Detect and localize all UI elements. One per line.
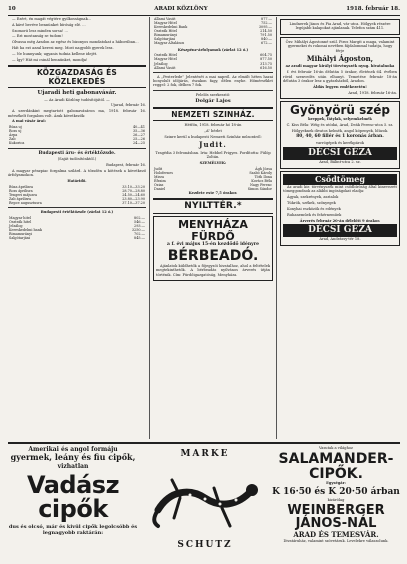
market-item: Magyar Általános [154,41,185,46]
futures-item: Rozs áprilisra [9,188,33,193]
budapest-exchange-subtitle: (Saját tudósítónktól.) [57,156,97,161]
cast-role: Ozias [154,183,164,187]
market-value: 877.— [261,17,272,21]
newspaper-page [8,6,400,558]
play-title: Judit. [199,139,227,149]
bottom-ads [8,442,400,558]
marke-label: MARKE [180,449,230,459]
page-number: 10 [8,6,16,12]
futures-value: 23.80—23.90 [122,196,145,201]
weinberger-footer: Divatáruház, valamint szövetáruk. Levelekre válaszolunk. [283,539,389,544]
market-value: 791.50 [260,33,272,38]
rate-value: 877.50 [260,57,272,62]
market-item: Rimamurányi [154,33,178,38]
cast-role: Éfraim [154,178,166,183]
table-row [8,236,146,240]
cast-actor: Simon Sándor [247,187,272,192]
futures-item: Repce augusztusra [9,200,42,205]
price-value: 25—26 [132,137,145,142]
table-row [153,66,273,70]
market-value: 3095.— [258,25,272,30]
play-description: Tragédia 3 felvonásban. Irta: Hebbel Frigyes. Fordította: Fülöp Zoltán. [155,150,271,160]
theatre-series: „A” bérlet [204,129,222,134]
stock-item: Salgótarjáni [9,236,30,241]
rate-item: Osztrák Hitel [154,53,177,58]
weinberger-city: ARAD ÉS TEMESVÁR. [293,529,379,539]
obituary [280,37,400,99]
vadasz-title: Vadász cipők [26,470,120,523]
price-item: Árpa [9,133,18,138]
berbeado-title: BÉRBEADÓ. [167,248,259,265]
theatre-title: NEMZETI SZINHÁZ. [153,107,273,121]
list-item: Ruhaneműek és fehérneműek [287,212,342,217]
newspaper-title: ARADI KÖZLÖNY [154,6,208,12]
csodtomeg-ad [280,171,400,246]
cast-actor: Kovács Béla [251,178,272,183]
salamander-title: SALAMANDER-CIPŐK. [278,450,394,482]
grain-market-text: A szerdánkint megtartott gabonavásáron ma, 1918. február 16. mérsékelt forgalom volt. Árak következők: [8,109,146,118]
menyhaza-subtitle: a f. évi május 15-én kezdődő idényre [167,242,259,248]
price-item: Búza uj [9,125,22,130]
cast-role: Judit [154,166,163,171]
obituary-text: f. évi február 16-án délután 5 órakor, életének 64. évében rövid szenvedés után elhunyt. Temetése február 18-án délután 3 órakor lesz a gyászházból, Aradon. [283,70,397,83]
stock-exchange-title: Budapesti értéktőzsde (zárlat 12 ó.) [40,209,114,214]
menyhaza-title: MENYHÁZA FÜRDŐ [178,218,248,243]
shop-detail: C. Kiss Béla: Wéig és utódai, Arad, Deák Ferenc-utca 5. sz. [286,122,394,127]
cast-role: Mirza [154,174,164,179]
editor-label: Felelős szerkesztő: [195,92,231,97]
theatre-intro: Szinre kerül a budapesti Nemzeti Szinház műsoráról: [164,135,262,140]
gyonyoru-title: Gyönyörü szép [289,103,391,118]
menyhaza-ad [153,216,273,281]
column-2 [149,17,273,439]
salamander-ad [272,446,400,558]
editor-name: Dolgár Lajos [195,98,231,105]
vadasz-line-2: gyermek, leány és fiu cipők, [10,452,136,463]
obituary-date: Arad, 1918. február 16-án. [348,90,397,95]
section-title-kozgazdasag: KÖZGAZDASÁG ÉS KÖZLEKEDÉS [8,65,146,88]
futures-value: 24.50—24.60 [122,192,145,197]
intro-line: Olvassa még Aradon az egész és bizonyos mondatokat a háborúban... [12,40,139,45]
intro-line: Szomorú lesz minden sorsa! ... [12,28,68,33]
stock-value: 702.— [134,232,145,237]
prices-heading: A mai vásár árai: [12,119,46,124]
list-item: Ágyak, szekrények, asztalok [287,195,339,200]
market-item: Osztrák Hitel [154,29,177,34]
rate-item: Magyar Hitel [154,57,177,62]
grain-market-title: Ujaradi heti gabonavásár. [37,90,117,96]
price-item: Zab [9,137,16,142]
obituary-intro: Özv. Mihályi Ágostonné szül. Piros Margit a maga, valamint gyermekei és rokonai nevében fájdalommal tudatja, hogy férje [285,40,395,53]
intro-line: Hát ha ezt azzal keresi meg. Most nagyobb gyerek lesz. [12,46,114,51]
decsi-logo-1: DÉCSI GÉZA [283,147,397,160]
price-value: 40—41 [132,125,145,130]
cast-actor: Ágh Józsa [255,166,272,171]
column-3 [276,17,400,439]
market-value: 214.50 [260,29,272,34]
decsi-address-1: Arad, Bálint-utca 2. sz. [319,159,361,164]
intro-line: — Így? Hát mi csinál bennünket, mondja! [12,57,88,62]
marke-ad [140,446,270,558]
lindner-ad [280,19,400,35]
list-item: Tükrök, székek, szőnyegek [287,201,336,206]
vadasz-cipok-ad [8,446,138,558]
futures-item: Búza áprilisra [9,184,34,189]
decsi-logo-2: DÉCSI GÉZA [283,224,397,237]
futures-table [8,185,146,205]
csodtomeg-text: Az aradi kir. törvényszék mint csődbíróság által kinevezett tömeggondnok az alábbi ingóságokat eladja: [283,185,397,194]
weinberger-title: WEINBERGER JÁNOS-NÁL [287,502,385,532]
vadasz-line-1: Amerikai és angol formáju [28,446,118,453]
lindner-text: Lindnerek János és Fia Arad, vár utca. Hölgyek részére legújabb kalapokat ajánlanak. Telefon szám 411. [289,22,391,31]
stock-value: 802.— [134,215,145,220]
sewing-machines: varrógépek és kerékpárok [316,141,364,146]
intro-line: — Ezért, én magát végtére gyilkosságnak... [12,17,92,21]
cast-title: SZEMÉLYEK: [199,160,227,165]
market-value: 752.— [261,21,272,26]
cast-role: Daniel [154,187,166,192]
rate-value: 604.75 [260,53,272,58]
table-row [8,141,146,145]
theatre-date: Hétfőn, 1918. február hó 18-án [184,123,242,128]
columns [8,17,400,439]
menyhaza-text: Ajánlatok küldhetők a főjegyzői hivatalhoz, ahol a feltételek megtekinthetők. A bérbeadás nyilvános árverés útján történik. Cím: Fürdőigazgatóság, Menyháza. [156,263,270,277]
cash-rates-title: Készpénz-árfolyamok (zárlat 12 ó.) [177,47,249,52]
market-item: Állami Vasút [154,17,176,21]
market-item: Salgótarjáni [154,37,175,42]
divider [8,207,146,208]
budapest-exchange-title: Budapesti áru- és értéktőzsde. [38,150,116,156]
weather-report: A „Pesterlede” Jelentését a mai napról. Az elmúlt héten hazai bonyolult időjárás, északon fagy, délen enyhe. Hőmérséklet reggel: 2 fok, délben 7 fok. [153,74,273,88]
intro-line: — Ne hunnyunk; ugyanis tudnia kellene idejét. [12,51,98,56]
market-value: 672.— [261,41,272,46]
price-value: 35—36 [132,129,145,134]
intro-line: — Ezt mostanság se tudom! [12,34,63,39]
salamander-dealer-pre: kizárólag [327,497,345,502]
stock-value: 3250.— [131,227,145,232]
rate-item: Állami Vasút [154,65,176,70]
deceased-title: az aradi magyar királyi törvényszék nyug. hivatalnoka [285,64,395,69]
list-item: Konyhai eszközök és edények [287,206,341,211]
cast-actor: Tóth Ilona [254,174,272,179]
stock-item: Rimamurányi [9,232,33,237]
stock-value: 546.— [134,219,145,224]
shop-colors: Hölgyeknek divatos kelmék, angol köpenyek, blúzok. [291,128,389,133]
csodtomeg-date: Árverés február 20-án délelőtt 9 órakor. [299,218,381,223]
stock-item: Jelzálog [9,223,23,228]
market-table [153,17,273,46]
grain-market-date: Ujarad, február 16. [110,103,146,108]
futures-value: 37.10—37.20 [122,200,145,205]
divider [153,90,273,91]
column-1 [8,17,146,439]
cast-table [153,167,273,191]
cast-actor: Nagy Ferenc [249,183,272,187]
page-header [8,6,400,16]
price-item: Rozs uj [9,129,22,134]
market-item: Kereskedelmi Bank [154,25,188,30]
table-row [8,201,146,205]
grain-market-subtitle: — Az Aradi Közlöny tudósítójától. — [44,97,110,102]
futures-value: 33.10—33.20 [122,184,145,189]
deceased-name: Mihályi Ágoston, [306,53,374,63]
stock-value: 293.— [134,223,145,228]
futures-item: Tengeri májusra [9,192,38,197]
vadasz-text: dus és olcsó, már és kivül cipők legolcsóbb és legnagyobb raktárán: [8,523,138,536]
csodtomeg-title: Csődtömeg [283,174,397,186]
rate-item: Jelzálog [154,61,168,66]
divider [8,148,146,149]
salamander-line-1: Vasutak a világhoz [319,446,353,450]
stock-item: Magyar hitel [9,215,32,220]
futures-item: Zab áprilisra [9,196,32,201]
stock-table [8,216,146,240]
market-item: Magyar Hitel [154,21,177,26]
budapest-exchange-date: Budapest, február 16. [106,162,146,167]
rate-value: 616.50 [260,65,272,70]
salamander-prices: K 16·50 és K 20·50 árban [272,487,400,497]
cash-rates-table [153,53,273,69]
start-time: Kezdete este 7,5 órakor. [188,191,238,196]
vadasz-line-3: vizhatlan [57,462,89,470]
budapest-exchange-text: A magyar pénzpiac forgalma szilárd. A tőzsdén a kötések a következő árfolyamokon. [8,168,146,177]
schutz-label: SCHUTZ [177,539,233,550]
decsi-address-2: Arad, Andrássy-tér 18. [319,237,361,242]
divider [153,72,273,73]
cast-role: Holofernes [154,170,173,175]
gyonyoru-subtitle: kreppek, fátylak, selyemkelmék [308,116,372,121]
nyiltter-title: NYILTTÉR.* [153,198,273,214]
stock-item: Kereskedelmi bank [9,227,42,232]
price-value: 24—25 [132,141,145,146]
cast-actor: Szabó Károly [249,170,272,175]
gyonyoru-ad [280,101,400,168]
obituary-blessing: Áldás legyen emlékezetén! [313,84,367,89]
issue-date: 1918. február 18. [346,6,400,12]
rate-value: 313.75 [260,61,272,66]
table-row [153,41,273,45]
futures-title: Határidő. [67,178,87,183]
market-value: 840.— [261,37,272,42]
prices-table [8,125,146,145]
price-line: 80, 40, 60 fillér és 1 koronás árban. [296,134,384,140]
salamander-logo-icon [150,460,260,540]
salamander-sub: Egységár: [326,481,346,486]
stock-item: Osztrák hitel [9,219,32,224]
futures-value: 28.70—28.80 [122,188,145,193]
intro-line: A kávé bevéve bennünket bíróság elé. ... [12,22,86,27]
price-value: 26—27 [132,133,145,138]
price-item: Kukorica [9,141,25,146]
stock-value: 845.— [134,236,145,241]
